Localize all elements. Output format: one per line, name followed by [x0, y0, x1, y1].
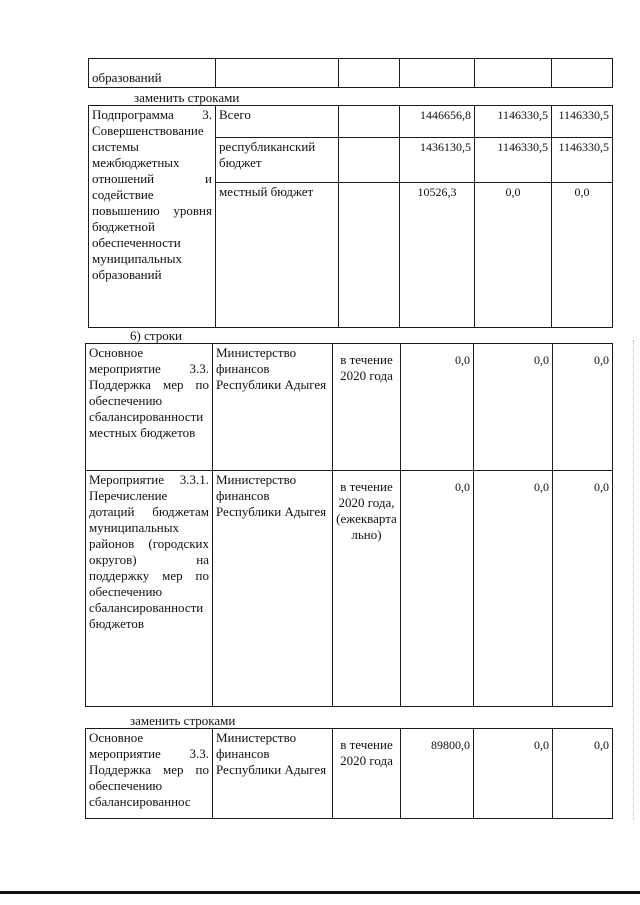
table-measures-new — [85, 728, 613, 819]
value-cell: 0,0 — [474, 729, 553, 819]
value-cell: 1146330,5 — [475, 138, 552, 183]
caption-replace-rows-1: заменить строками — [134, 90, 240, 105]
program-name: Подпрограмма 3. Совершенствование системы межбюджетных отношений и содействие повышению уровня бюджетной обеспеченности муниципальных образований — [89, 106, 216, 328]
value-cell: 0,0 — [553, 729, 613, 819]
executor: Министерство финансов Республики Адыгея — [213, 471, 333, 707]
cell-empty — [339, 106, 400, 138]
table-row — [89, 106, 613, 138]
value-cell: 10526,3 — [400, 183, 475, 328]
caption-replace-rows-2: заменить строками — [130, 713, 236, 728]
table-row — [86, 471, 613, 707]
funding-source: Всего — [216, 106, 339, 138]
table-row — [86, 729, 613, 819]
measure-name: Основное мероприятие 3.3. Поддержка мер по обеспечению сбалансированнос — [86, 729, 213, 819]
measure-name: Основное мероприятие 3.3. Поддержка мер по обеспечению сбалансированности местных бюджетов — [86, 344, 213, 471]
value-cell: 1436130,5 — [400, 138, 475, 183]
row-name: образований — [89, 59, 216, 88]
table-measures-old — [85, 343, 613, 707]
measure-name: Мероприятие 3.3.1. Перечисление дотаций бюджетам муниципальных районов (городских округов) на поддержку мер по обеспечению сбалансированности бюджетов — [86, 471, 213, 707]
value-cell: 0,0 — [552, 183, 613, 328]
executor: Министерство финансов Республики Адыгея — [213, 344, 333, 471]
value-cell: 0,0 — [553, 344, 613, 471]
cell-empty — [339, 183, 400, 328]
cell-empty — [216, 59, 339, 88]
funding-source: местный бюджет — [216, 183, 339, 328]
term: в течение 2020 года, (ежеквартально) — [333, 471, 401, 707]
value-cell: 89800,0 — [401, 729, 474, 819]
scan-bottom-border — [0, 891, 640, 894]
cell-empty — [339, 59, 400, 88]
cell-empty — [552, 59, 613, 88]
table-row — [89, 59, 613, 88]
caption-rows-b: 6) строки — [130, 328, 182, 343]
value-cell: 0,0 — [474, 471, 553, 707]
term: в течение 2020 года — [333, 729, 401, 819]
value-cell: 0,0 — [553, 471, 613, 707]
value-cell: 1146330,5 — [552, 138, 613, 183]
funding-source: республиканский бюджет — [216, 138, 339, 183]
table-row — [86, 344, 613, 471]
value-cell: 0,0 — [401, 471, 474, 707]
cell-empty — [400, 59, 475, 88]
value-cell: 0,0 — [475, 183, 552, 328]
table-top-fragment — [88, 58, 613, 88]
cell-empty — [475, 59, 552, 88]
value-cell: 1146330,5 — [475, 106, 552, 138]
executor: Министерство финансов Республики Адыгея — [213, 729, 333, 819]
cell-empty — [339, 138, 400, 183]
scan-edge-mark — [633, 340, 635, 820]
value-cell: 0,0 — [474, 344, 553, 471]
table-subprogram — [88, 105, 613, 328]
value-cell: 1146330,5 — [552, 106, 613, 138]
term: в течение 2020 года — [333, 344, 401, 471]
value-cell: 1446656,8 — [400, 106, 475, 138]
value-cell: 0,0 — [401, 344, 474, 471]
